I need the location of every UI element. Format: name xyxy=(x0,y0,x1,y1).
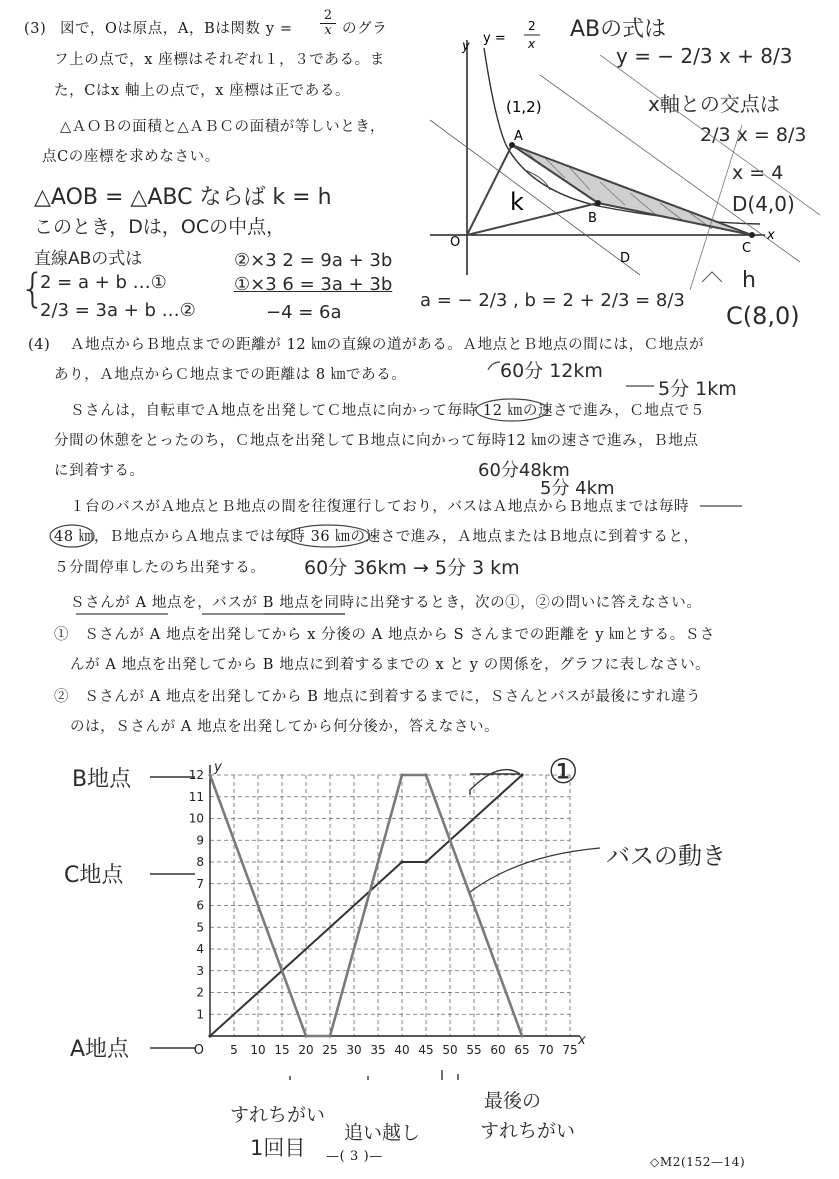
q3-line-4: △ＡＯＢの面積と△ＡＢＣの面積が等しいとき， xyxy=(60,119,385,135)
exam-code: ◇M2(152—14) xyxy=(650,1155,746,1169)
q4-note-1: 60分 12km xyxy=(500,360,603,382)
note-x4: x = 4 xyxy=(732,162,784,184)
x-axis-label: x xyxy=(578,1033,586,1048)
y-tick-label: 11 xyxy=(188,789,204,804)
q4-line-3: Ｓさんは，自転車でＡ地点を出発してＣ地点に向かって毎時 12 ㎞の速さで進み，Ｃ地点で５ xyxy=(70,403,705,419)
y-tick-label: 7 xyxy=(196,876,204,891)
series-bus-point xyxy=(328,1034,331,1037)
note-last-a: 最後の xyxy=(484,1090,542,1112)
q3-line-3: た，Cはx 軸上の点で，x 座標は正である。 xyxy=(54,83,351,99)
q4-number: (4) xyxy=(28,337,51,353)
y-tick-label: 12 xyxy=(188,768,204,782)
series-bus-point xyxy=(400,773,403,776)
x-tick-label: 60 xyxy=(490,1043,506,1057)
q4-line-4: 分間の休憩をとったのち，Ｃ地点を出発してＢ地点に向かって毎時12 ㎞の速さで進み，Ｂ地点 xyxy=(54,433,699,449)
note-d: D(4,0) xyxy=(732,192,795,216)
q3-number: (3) xyxy=(24,21,47,37)
fig-y-label: y xyxy=(462,39,470,54)
note-eq-x: 2/3 x = 8/3 xyxy=(700,124,807,146)
x-tick-label: 5 xyxy=(230,1043,238,1057)
fig-b-label: B xyxy=(588,211,597,226)
note-eq1: 2 = a + b …① xyxy=(40,272,167,293)
x-tick-label: 65 xyxy=(514,1043,530,1057)
series-bus-point xyxy=(424,773,427,776)
q3-fraction: 2 x xyxy=(320,9,336,37)
fig-x-label: x xyxy=(767,228,775,243)
q4-line-11: んが A 地点を出発してから B 地点に到着するまでの x と y の関係を，グラフに表しなさい。 xyxy=(70,657,711,673)
q4-line-6: １台のバスがＡ地点とＢ地点の間を往復運行しており，バスはＡ地点からＢ地点までは毎時 xyxy=(70,499,690,515)
x-tick-label: 25 xyxy=(322,1043,338,1057)
series-s-san-point xyxy=(424,860,427,863)
x-tick-label: 75 xyxy=(562,1043,578,1057)
note-bus: バスの動き xyxy=(606,842,726,870)
q4-line-13: のは，Ｓさんが A 地点を出発してから何分後か，答えなさい。 xyxy=(70,719,500,735)
fig-o-label: O xyxy=(450,235,461,250)
series-bus-line xyxy=(210,775,522,1036)
x-tick-label: 45 xyxy=(418,1043,434,1057)
q3-line-5: 点Cの座標を求めなさい。 xyxy=(42,149,220,165)
series-bus-point xyxy=(208,773,211,776)
page-number: —( 3 )— xyxy=(326,1149,383,1164)
series-s-san-point xyxy=(400,860,403,863)
y-tick-label: 1 xyxy=(196,1007,204,1022)
q4-line-9: Ｓさんが A 地点を，バスが B 地点を同時に出発するとき，次の①，②の問いに答えなさい。 xyxy=(70,595,702,611)
series-s-san-point xyxy=(520,773,523,776)
q4-line-5: に到着する。 xyxy=(54,463,145,479)
note-last-b: すれちがい xyxy=(480,1120,576,1142)
x-tick-label: 35 xyxy=(370,1043,386,1057)
y-axis-label: y xyxy=(214,760,222,775)
y-tick-label: 5 xyxy=(196,920,204,935)
series-s-san-point xyxy=(208,1034,211,1037)
series-bus-point xyxy=(520,1034,523,1037)
series-bus-point xyxy=(304,1034,307,1037)
x-tick-label: 20 xyxy=(298,1043,314,1057)
note-brace: { xyxy=(20,266,46,312)
x-tick-label: 30 xyxy=(346,1043,362,1057)
q4-line-1: Ａ地点からＢ地点までの距離が 12 ㎞の直線の道がある。Ａ地点とＢ地点の間には，Ｃ地点が xyxy=(70,337,705,353)
q4-note-3: 60分48km xyxy=(478,460,570,481)
note-c: C(8,0) xyxy=(726,302,800,330)
y-tick-label: 10 xyxy=(188,811,204,826)
note-pass1b: 1回目 xyxy=(250,1136,306,1160)
note-x-axis: x軸との交点は xyxy=(648,92,780,116)
note-ab-eq: y = − 2/3 x + 8/3 xyxy=(616,44,793,68)
fig-fn: y = xyxy=(483,31,506,46)
x-tick-label: 15 xyxy=(274,1043,290,1057)
note-eq2: 2/3 = 3a + b …② xyxy=(40,300,196,321)
y-tick-label: 6 xyxy=(196,898,204,913)
y-tick-label: 9 xyxy=(196,833,204,848)
q4-note-5: 60分 36km → 5分 3 km xyxy=(304,557,520,579)
q4-line-10: ① Ｓさんが A 地点を出発してから x 分後の A 地点から S さんまでの距離を y ㎞とする。Ｓさ xyxy=(54,627,716,643)
note-h: h xyxy=(742,268,756,293)
note-ab-values: a = − 2/3 , b = 2 + 2/3 = 8/3 xyxy=(420,290,685,311)
note-eq5: −4 = 6a xyxy=(266,302,342,323)
note-ab-title: ABの式は xyxy=(570,17,667,42)
annotation-arrow xyxy=(458,1074,478,1080)
x-tick-label: 70 xyxy=(538,1043,554,1057)
x-tick-label: 55 xyxy=(466,1043,482,1057)
x-tick-label: 40 xyxy=(394,1043,410,1057)
note-ab-line: 直線ABの式は xyxy=(34,249,143,269)
x-tick-label: 10 xyxy=(250,1043,266,1057)
fig-pt12: (1,2) xyxy=(506,98,542,116)
q3-line-1: 図で，Oは原点，A，Bは関数 y = xyxy=(60,21,293,37)
note-eq3: ②×3 2 = 9a + 3b xyxy=(234,250,393,271)
fig-fn-num: 2 xyxy=(528,20,536,33)
annotation-arrow xyxy=(470,848,600,892)
note-d-midpoint: このとき，Dは，OCの中点， xyxy=(34,216,286,238)
y-tick-label: 3 xyxy=(196,963,204,978)
y-tick-label: 4 xyxy=(196,942,204,956)
x-tick-label: 50 xyxy=(442,1043,458,1057)
note-circle-1: ① xyxy=(548,752,579,792)
q4-note-2: 5分 1km xyxy=(658,378,737,400)
note-pass1a: すれちがい xyxy=(230,1104,326,1126)
q3-line-2: フ上の点で，x 座標はそれぞれ１，３である。ま xyxy=(54,52,385,68)
fig-k: k xyxy=(510,188,524,216)
fig-d-label: D xyxy=(620,251,631,266)
fig-a-label: A xyxy=(514,129,523,144)
y-tick-label: 8 xyxy=(196,855,204,869)
fig-fn-den: x xyxy=(528,37,536,51)
q4-note-4: 5分 4km xyxy=(540,478,615,499)
q4-line-12: ② Ｓさんが A 地点を出発してから B 地点に到着するまでに，Ｓさんとバスが最後にすれ違う xyxy=(54,689,702,705)
note-b-point: B地点 xyxy=(72,767,132,792)
fig-c-label: C xyxy=(742,241,752,256)
q4-line-2: あり，Ａ地点からＣ地点までの距離は 8 ㎞である。 xyxy=(54,367,407,383)
y-tick-label: 2 xyxy=(196,985,204,1000)
note-a-point: A地点 xyxy=(70,1037,130,1062)
q4-line-8: ５分間停車したのち出発する。 xyxy=(54,560,266,576)
q4-line-7: 48 ㎞，Ｂ地点からＡ地点までは毎時 36 ㎞の速さで進み，Ａ地点またはＢ地点に到着すると， xyxy=(54,529,699,545)
q3-line-1b: のグラ xyxy=(342,21,388,37)
origin-label: O xyxy=(193,1043,204,1058)
note-c-point: C地点 xyxy=(64,863,124,888)
note-overtake: 追い越し xyxy=(344,1122,421,1144)
note-eq4: ①×3 6 = 3a + 3b xyxy=(234,274,393,295)
note-aob-abc: △AOB = △ABC ならば k = h xyxy=(34,185,332,210)
